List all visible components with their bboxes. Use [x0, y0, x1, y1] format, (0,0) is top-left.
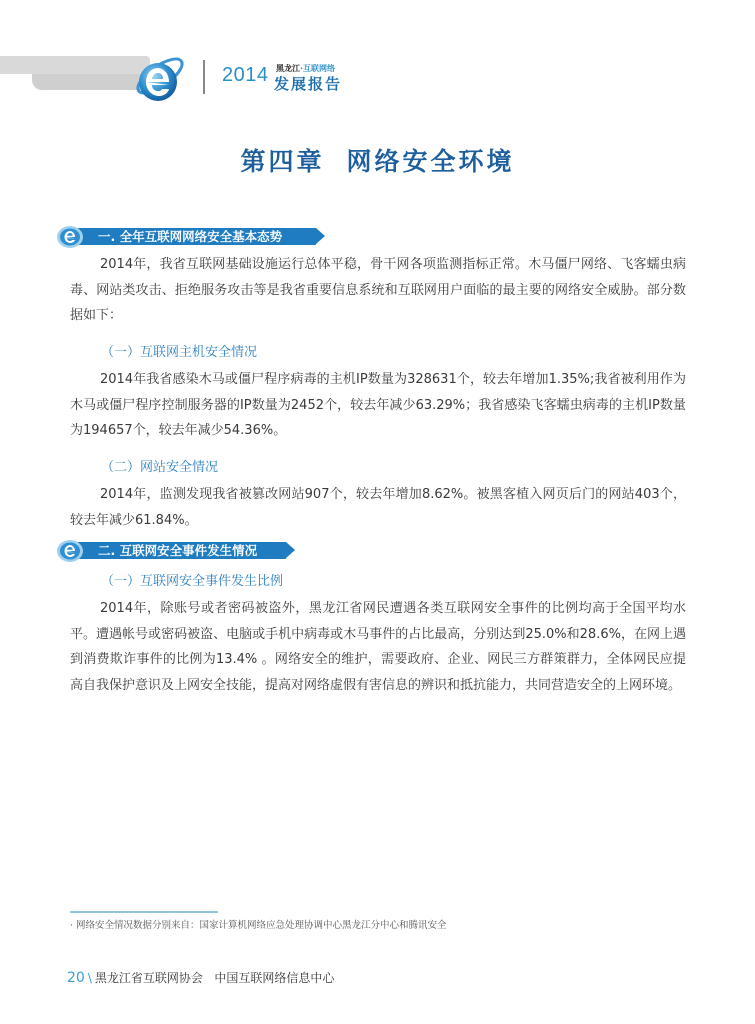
banner-arrow-icon [316, 228, 325, 244]
chapter-name: 网络安全环境 [346, 147, 515, 176]
subsection-title-1-2: （二）网站安全情况 [101, 460, 219, 475]
subsection-title-1-1: （一）互联网主机安全情况 [101, 345, 258, 360]
chapter-title [0, 142, 755, 178]
section-title-1: 一. 全年互联网网络安全基本态势 [78, 228, 316, 245]
ie-e-ball-icon [56, 538, 84, 564]
header-region: 黑龙江 [276, 64, 300, 73]
footnote: · 网络安全情况数据分别来自：国家计算机网络应急处理协调中心黑龙江分中心和腾讯安全 [70, 920, 447, 931]
section-title-2: 二. 互联网安全事件发生情况 [78, 542, 286, 559]
page-number: 20 [67, 970, 85, 986]
footnote-divider [70, 911, 218, 913]
header-report-title: 发展报告 [274, 75, 343, 93]
ie-e-logo-icon [128, 48, 188, 110]
header-year: 2014 [222, 64, 269, 86]
header-series: ·互联网络 [300, 64, 336, 73]
subsection-body-2-1: 2014年，除账号或者密码被盗外，黑龙江省网民遭遇各类互联网安全事件的比例均高于全国平均水平。遭遇帐号或密码被盗、电脑或手机中病毒或木马事件的占比最高，分别达到25.0%和28.6%，在网上遇到消费欺诈事件的比例为13.4% 。网络安全的维护，需要政府、企业、网民三方群策群力，全体网民应提高自我保护意识及上网安全技能，提高对网络虚假有害信息的辨识和抵抗能力，共同营造安全的上网环境。 [70, 601, 686, 693]
section-1-intro: 2014年，我省互联网基础设施运行总体平稳，骨干网各项监测指标正常。木马僵尸网络、飞客蠕虫病毒、网站类攻击、拒绝服务攻击等是我省重要信息系统和互联网用户面临的最主要的网络安全威胁。部分数据如下： [70, 257, 686, 323]
subsection-body-1-2: 2014年，监测发现我省被篡改网站907个，较去年增加8.62%。被黑客植入网页后门的网站403个，较去年减少61.84%。 [70, 487, 686, 528]
page-footer [67, 969, 334, 986]
footer-separator: \ [87, 971, 92, 985]
header-divider [203, 60, 205, 94]
chapter-number: 第四章 [240, 147, 325, 176]
banner-arrow-icon [286, 542, 295, 558]
subsection-body-1-1: 2014年我省感染木马或僵尸程序病毒的主机IP数量为328631个，较去年增加1.35%;我省被利用作为木马或僵尸程序控制服务器的IP数量为2452个，较去年减少63.29%；我省感染飞客蠕虫病毒的主机IP数量为194657个，较去年减少54.36%。 [70, 372, 686, 438]
subsection-title-2-1: （一）互联网安全事件发生比例 [101, 574, 284, 589]
footer-org-2: 中国互联网络信息中心 [214, 971, 335, 985]
ie-e-ball-icon [56, 224, 84, 250]
footer-org-1: 黑龙江省互联网协会 [94, 971, 203, 985]
